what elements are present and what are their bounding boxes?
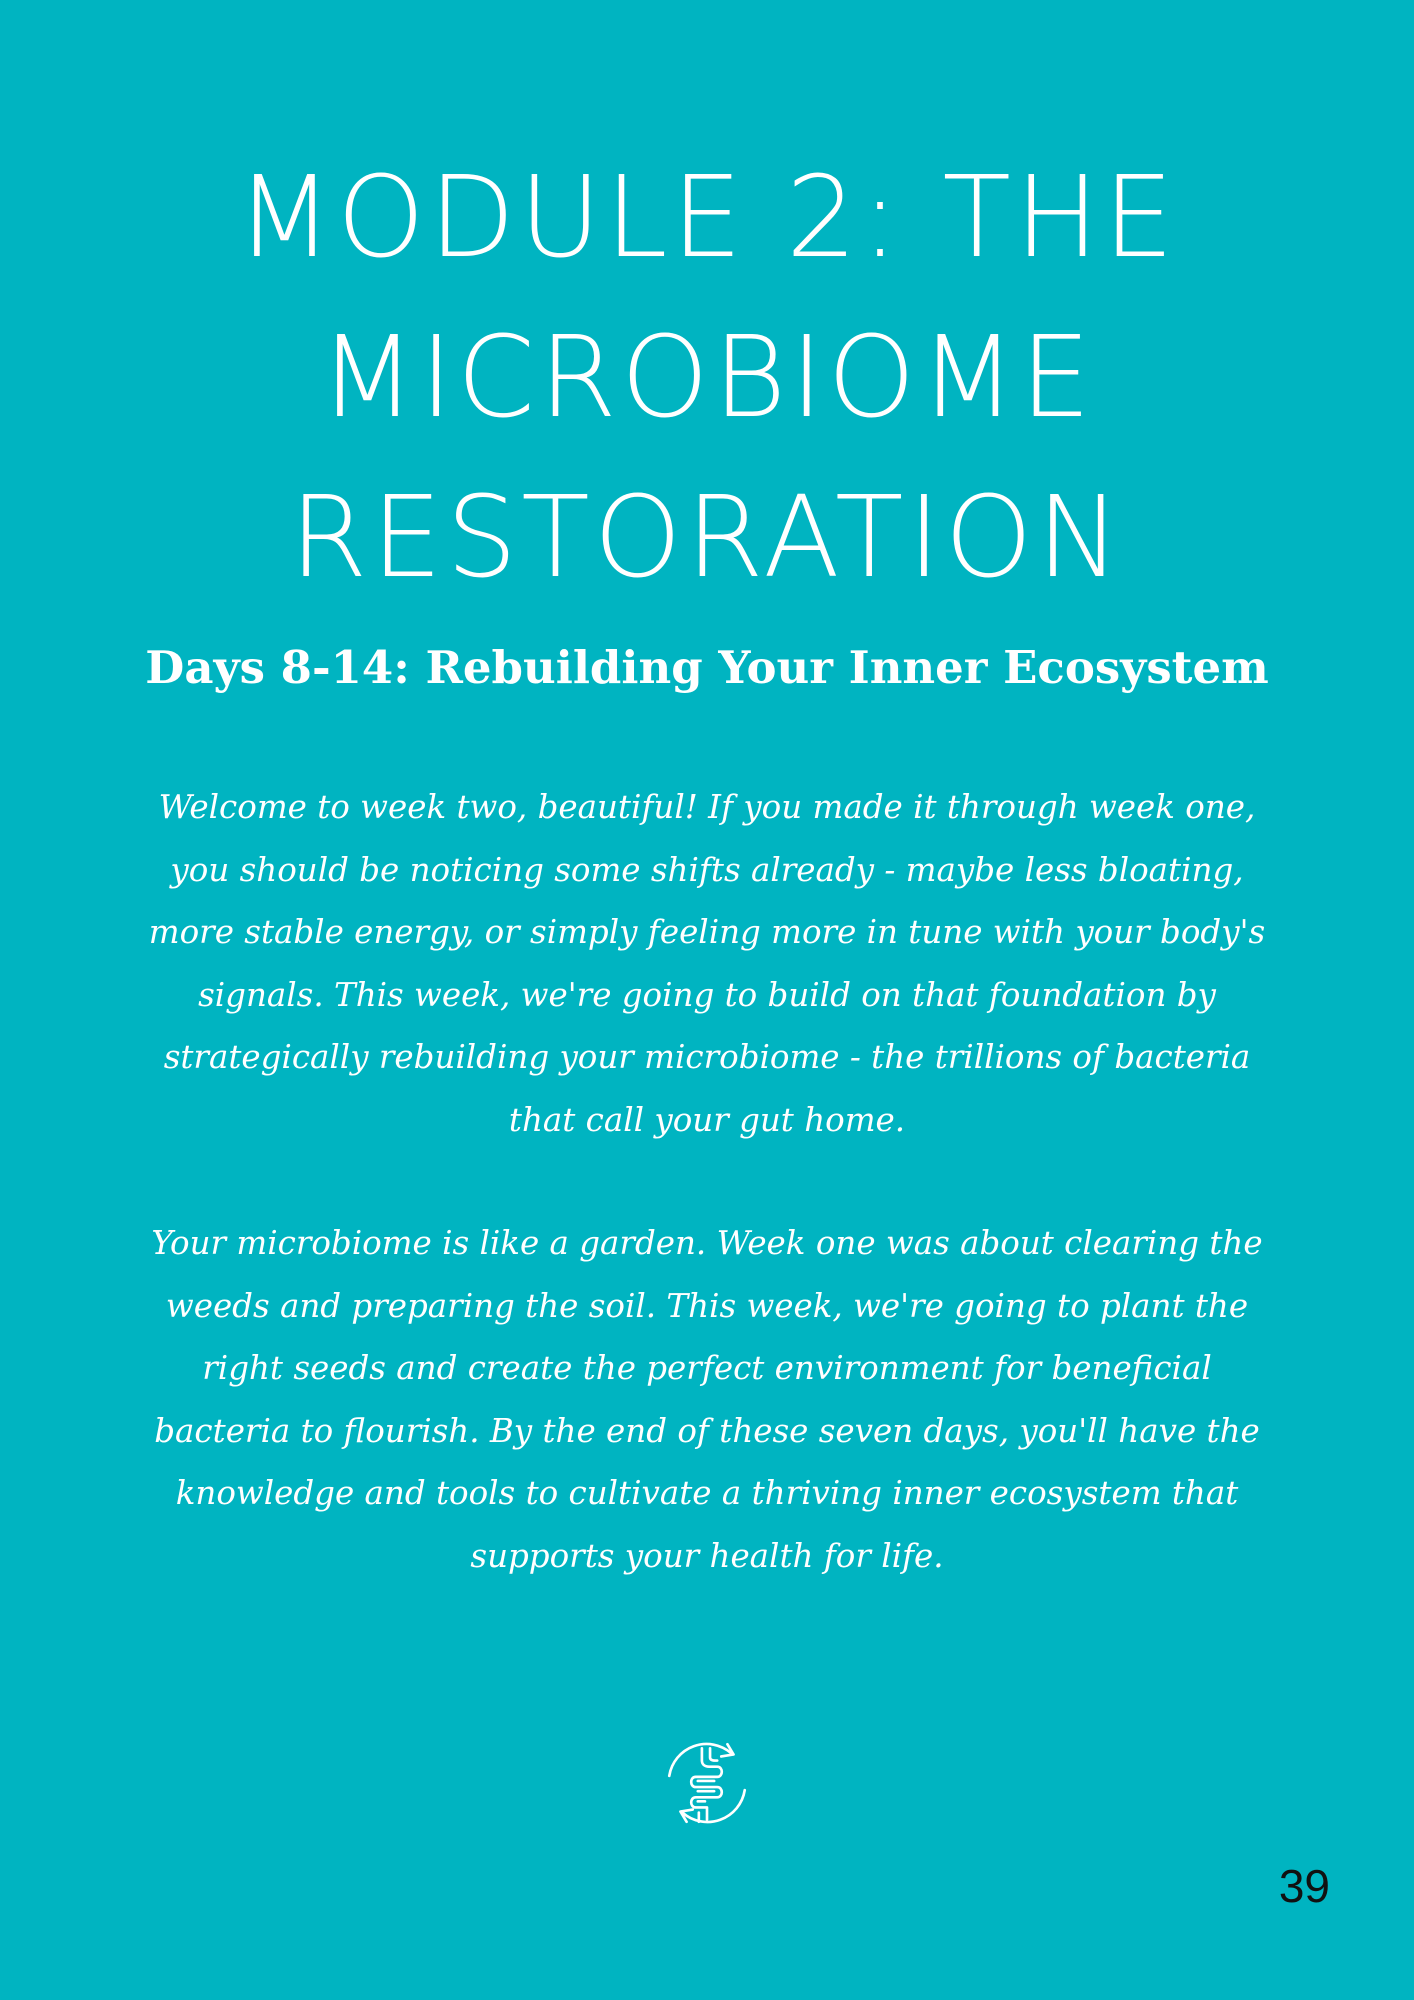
intro-paragraph: Welcome to week two, beautiful! If you made it through week one, you should be noticing some shifts already - maybe less bloating, more stable energy, or simply feeling more in tune with your body's signals. This week, we're going to build on that foundation by strategically rebuilding your microbiome - the trillions of bacteria that call your gut home. [148,788,1266,1139]
title-line-3: RESTORATION [289,473,1125,603]
page-subtitle: Days 8-14: Rebuilding Your Inner Ecosystem [145,641,1269,694]
page-title [120,138,1294,618]
title-line-2: MICROBIOME [319,313,1095,443]
title-line-1: MODULE 2: THE [236,153,1178,283]
page-number: 39 [1278,1860,1330,1912]
garden-paragraph: Your microbiome is like a garden. Week one was about clearing the weeds and preparing the soil. This week, we're going to plant the right seeds and create the perfect environment for beneficial bacteria to flourish. By the end of these seven days, you'll have the knowledge and tools to cultivate a thriving inner ecosystem that supports your health for life. [151,1224,1263,1575]
gut-cycle-icon [656,1732,758,1834]
